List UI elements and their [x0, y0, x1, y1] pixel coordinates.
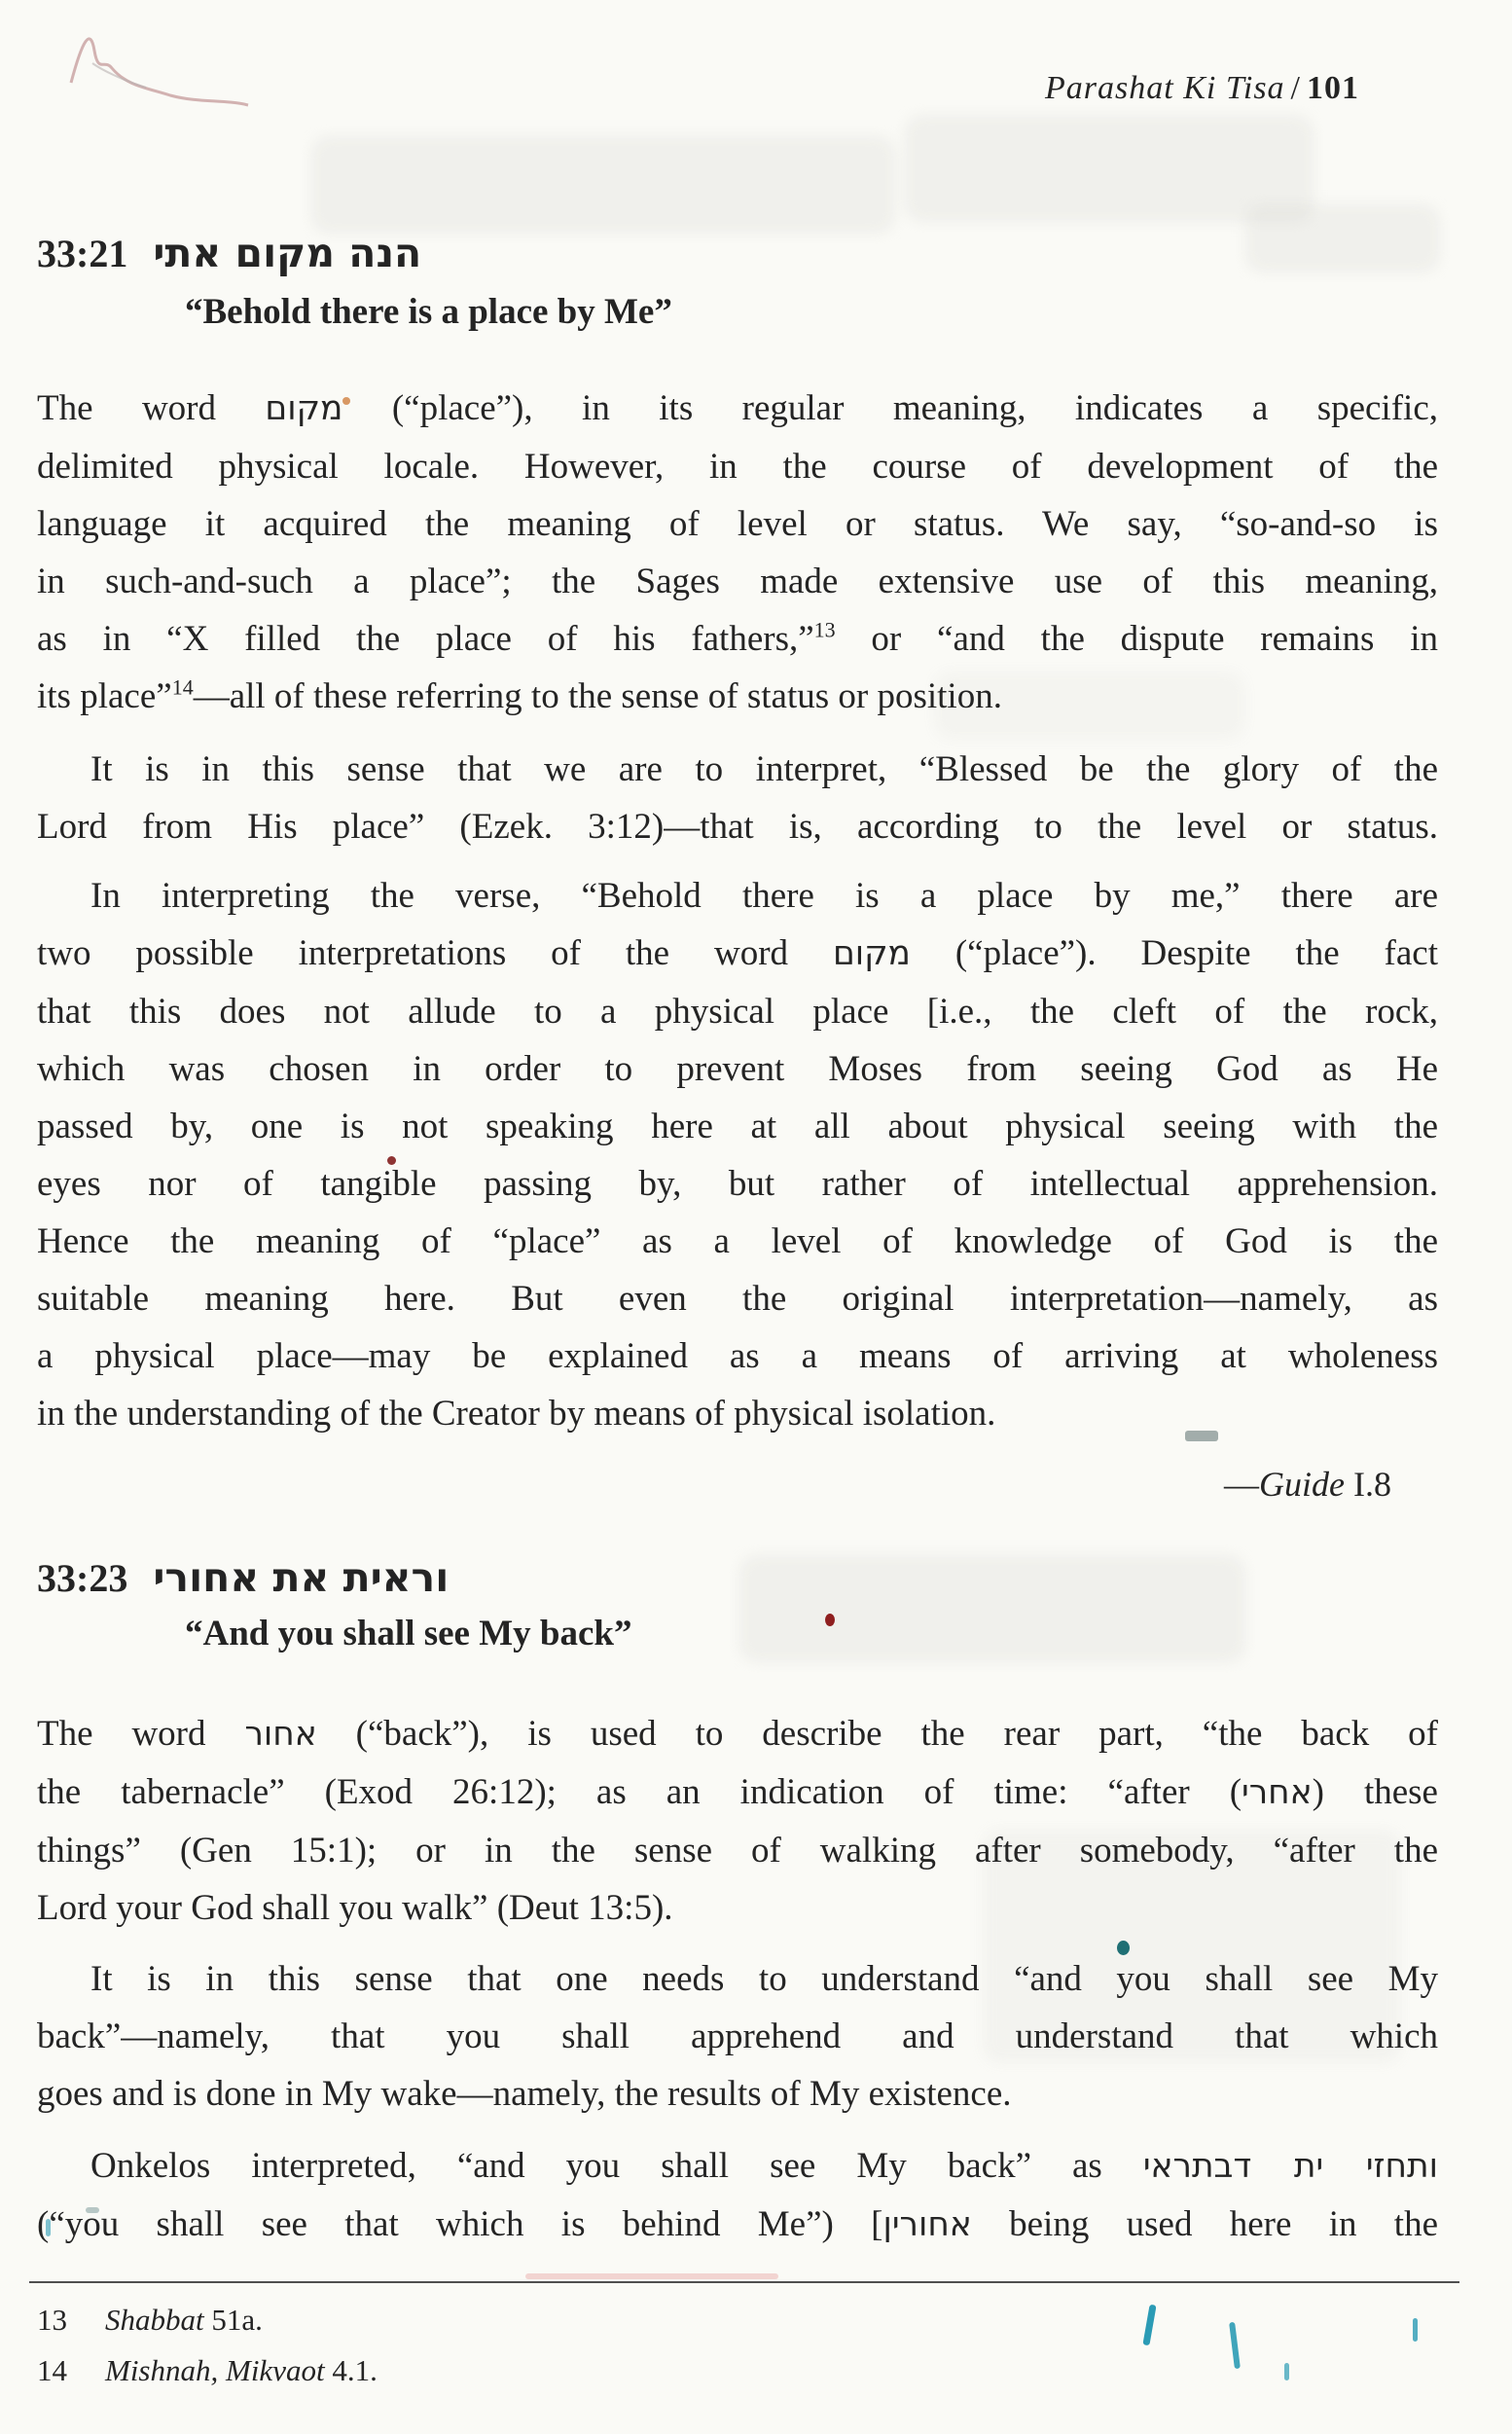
text-line — [37, 380, 1438, 438]
hebrew-inline: מקום — [265, 389, 343, 428]
footnote-text — [105, 2299, 1438, 2342]
text-line — [37, 1822, 1438, 1879]
text-line — [37, 983, 1438, 1040]
page-body — [37, 227, 1438, 2392]
footnote-ref: 13 — [813, 617, 836, 642]
hebrew-inline: מקום — [832, 934, 911, 973]
text-run: things” (Gen 15:1); or in the sense of walking after somebody, “after the — [37, 1831, 1438, 1871]
text-run: in the understanding of the Creator by means of physical isolation. — [37, 1394, 996, 1434]
text-line — [37, 553, 1438, 610]
hebrew-inline: אחור — [244, 1715, 317, 1754]
text-line — [37, 1098, 1438, 1155]
text-run: (“place”), in its regular meaning, indicates a specific, — [342, 388, 1438, 428]
text-run: being used here in the — [971, 2204, 1438, 2244]
text-line — [37, 2196, 1438, 2254]
text-run: the tabernacle” (Exod 26:12); as an indication of time: “after ( — [37, 1772, 1242, 1812]
text-run: (“place”). Despite the fact — [910, 933, 1438, 973]
italic-text: Mishnah, Mikvaot — [105, 2353, 325, 2387]
text-line — [37, 2137, 1438, 2196]
text-line — [37, 2008, 1438, 2065]
paragraph — [37, 1950, 1438, 2123]
footnote — [37, 2299, 1438, 2342]
text-run: eyes nor of tangible passing by, but rather of intellectual apprehension. — [37, 1164, 1438, 1204]
source-attribution — [37, 1460, 1438, 1508]
text-line — [37, 867, 1438, 925]
hebrew-inline: אחורין — [882, 2205, 972, 2244]
text-line — [37, 438, 1438, 495]
section-2-subtitle: “And you shall see My back” — [185, 1614, 632, 1653]
text-run: Onkelos interpreted, “and you shall see My back” as — [90, 2146, 1143, 2186]
footnote-number: 14 — [37, 2353, 67, 2387]
paragraph — [37, 867, 1438, 1442]
pencil-squiggle — [54, 10, 306, 117]
text-run: passed by, one is not speaking here at all about physical seeing with the — [37, 1107, 1438, 1146]
hebrew-inline: אחרי — [1242, 1773, 1313, 1812]
text-line — [37, 1040, 1438, 1098]
text-run: — — [1224, 1465, 1260, 1504]
running-head-title: Parashat Ki Tisa — [1045, 70, 1285, 106]
text-run: The word — [37, 388, 266, 428]
text-run: that this does not allude to a physical place [i.e., the cleft of the rock, — [37, 992, 1438, 1032]
text-run: language it acquired the meaning of level or status. We say, “so-and-so is — [37, 504, 1438, 544]
text-run: ) these — [1312, 1772, 1438, 1812]
text-run: suitable meaning here. But even the original interpretation—namely, as — [37, 1279, 1438, 1319]
text-run: It is in this sense that we are to interpret, “Blessed be the glory of the — [90, 749, 1438, 789]
text-run: (“you shall see that which is behind Me”) [ — [37, 2204, 883, 2244]
text-run: Lord from His place” (Ezek. 3:12)—that is, according to the level or status. — [37, 807, 1438, 847]
text-run: 51a. — [203, 2303, 263, 2337]
footnote-text — [105, 2349, 1438, 2392]
hebrew-heading-33-23: וראית את אחורי — [153, 1554, 450, 1601]
text-run: In interpreting the verse, “Behold there is a place by me,” there are — [90, 876, 1438, 916]
running-head-separator: / — [1290, 70, 1301, 106]
footnote-number: 13 — [37, 2303, 67, 2337]
verse-number-33-23: 33:23 — [37, 1556, 128, 1600]
text-line — [37, 1155, 1438, 1213]
text-line — [37, 1327, 1438, 1385]
italic-text: Guide — [1259, 1465, 1345, 1504]
text-line — [37, 1270, 1438, 1327]
text-run: a physical place—may be explained as a means of arriving at wholeness — [37, 1336, 1438, 1376]
page-header — [1045, 70, 1359, 107]
text-line — [37, 610, 1438, 668]
text-line — [37, 1763, 1438, 1822]
text-line — [37, 1705, 1438, 1763]
italic-text: Shabbat — [105, 2303, 204, 2337]
text-run: I.8 — [1345, 1465, 1391, 1504]
text-run: (“back”), is used to describe the rear part, “the back of — [316, 1714, 1438, 1754]
footnote — [37, 2349, 1438, 2392]
text-line — [37, 2065, 1438, 2123]
text-line — [37, 1950, 1438, 2008]
text-run: or “and the dispute remains in — [835, 619, 1438, 659]
page-number: 101 — [1307, 70, 1359, 106]
text-line — [37, 798, 1438, 855]
text-line — [37, 1385, 1438, 1442]
footnote-rule — [29, 2281, 1459, 2283]
text-run: The word — [37, 1714, 245, 1754]
scan-shade-patch — [905, 115, 1314, 222]
verse-number-33-21: 33:21 — [37, 232, 128, 275]
hebrew-inline: ותחזי ית דבתראי — [1142, 2147, 1438, 2186]
text-run: Hence the meaning of “place” as a level of knowledge of God is the — [37, 1221, 1438, 1261]
text-line — [37, 668, 1438, 725]
text-run: It is in this sense that one needs to understand “and you shall see My — [90, 1959, 1438, 1999]
section-2-heading — [37, 1551, 1438, 1605]
text-line — [37, 495, 1438, 553]
text-line — [37, 925, 1438, 983]
text-run: 4.1. — [324, 2353, 378, 2387]
text-line — [37, 741, 1438, 798]
paragraph — [37, 380, 1438, 725]
text-run: goes and is done in My wake—namely, the results of My existence. — [37, 2074, 1012, 2114]
text-run: —all of these referring to the sense of status or position. — [193, 676, 1002, 716]
text-line — [37, 1213, 1438, 1270]
paragraph — [37, 1705, 1438, 1937]
text-run: two possible interpretations of the word — [37, 933, 833, 973]
text-run: its place” — [37, 676, 172, 716]
text-run: which was chosen in order to prevent Moses from seeing God as He — [37, 1049, 1438, 1089]
text-run: Lord your God shall you walk” (Deut 13:5). — [37, 1888, 673, 1928]
section-1-subtitle: “Behold there is a place by Me” — [185, 292, 672, 332]
text-run: delimited physical locale. However, in the course of development of the — [37, 447, 1438, 487]
text-run: in such-and-such a place”; the Sages made extensive use of this meaning, — [37, 562, 1438, 601]
footnote-ref: 14 — [171, 674, 194, 700]
section-1-heading — [37, 227, 1438, 280]
hebrew-heading-33-21: הנה מקום אתי — [153, 230, 422, 276]
text-run: as in “X filled the place of his fathers,” — [37, 619, 814, 659]
text-run: back”—namely, that you shall apprehend and understand that which — [37, 2016, 1438, 2056]
paragraph — [37, 741, 1438, 855]
paragraph — [37, 2137, 1438, 2254]
scan-shade-patch — [311, 136, 895, 234]
text-line — [37, 1879, 1438, 1937]
